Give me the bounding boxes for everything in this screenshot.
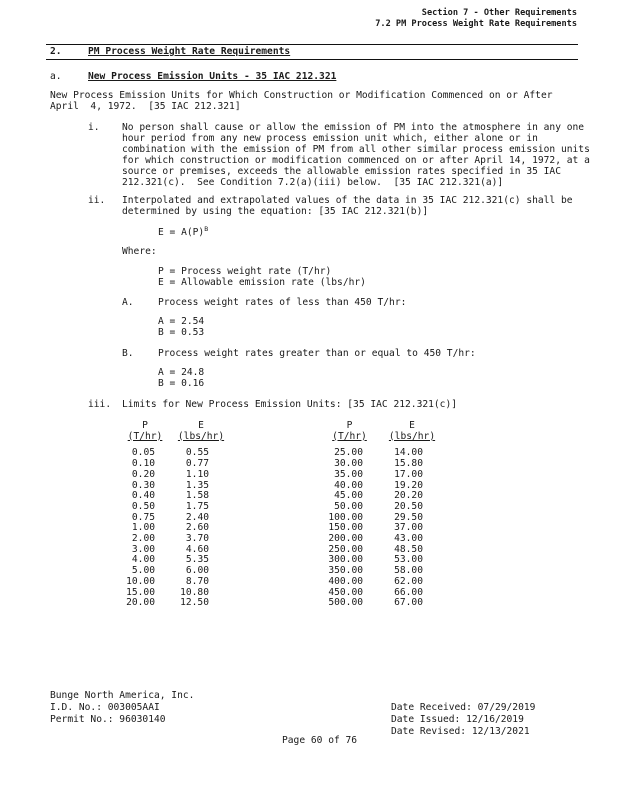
item-i-line: No person shall cause or allow the emission of PM into the atmosphere in any one [122, 122, 585, 133]
item-ii-line: determined by using the equation: [35 IAC 212.321(b)] [122, 206, 429, 217]
cell-p-left: 0.40 [131, 490, 155, 502]
cell-spacer [237, 470, 322, 481]
cell-spacer [237, 491, 322, 502]
cell-p-right: 40.00 [334, 479, 363, 491]
header-p-left: P [142, 420, 148, 431]
cell-p-right: 500.00 [328, 597, 363, 609]
table-unit-row [125, 432, 447, 443]
cell-spacer [237, 459, 322, 470]
header-e-right: E [409, 420, 415, 431]
cell-p-right: 30.00 [334, 458, 363, 470]
cell-spacer [237, 534, 322, 545]
cell-p-right: 100.00 [328, 511, 363, 523]
footer-company: Bunge North America, Inc. [50, 690, 195, 701]
cell-spacer [237, 566, 322, 577]
item-iii-text: Limits for New Process Emission Units: [35 IAC 212.321(c)] [122, 399, 458, 410]
cell-e-right: 48.50 [394, 543, 423, 555]
section-heading-bar [46, 44, 578, 60]
section-number: 2. [50, 46, 62, 57]
item-i-line: for which construction or modification commenced on or after April 14, 1972, at a [122, 155, 590, 166]
item-i-line: hour period from any new process emission unit which, either alone or in [122, 133, 538, 144]
cell-p-left: 10.00 [126, 575, 155, 587]
running-header-section: Section 7 - Other Requirements [421, 8, 577, 18]
footer-permit-no: Permit No.: 96030140 [50, 714, 166, 725]
footer-date-received: Date Received: 07/29/2019 [391, 702, 536, 713]
subsection-title: New Process Emission Units - 35 IAC 212.321 [88, 71, 337, 82]
cell-e-right: 14.00 [394, 447, 423, 459]
unit-e-right: (lbs/hr) [388, 430, 436, 442]
cell-e-left: 2.40 [185, 511, 209, 523]
cell-e-right: 15.80 [394, 458, 423, 470]
page-number: Page 60 of 76 [282, 735, 358, 746]
unit-spacer [237, 432, 322, 443]
cell-e-right: 66.00 [394, 586, 423, 598]
cell-p-left: 0.05 [131, 447, 155, 459]
table-row [125, 577, 447, 588]
cell-p-left: 5.00 [131, 565, 155, 577]
item-i-line: source or premises, exceeds the allowable emission rates specified in 35 IAC [122, 166, 561, 177]
case-b-label: B. [122, 348, 134, 359]
cell-e-left: 3.70 [185, 533, 209, 545]
cell-spacer [237, 555, 322, 566]
section-title: PM Process Weight Rate Requirements [88, 46, 291, 57]
cell-e-left: 5.35 [185, 554, 209, 566]
cell-spacer [237, 588, 322, 599]
unit-e-left: (lbs/hr) [177, 430, 225, 442]
case-b-text: Process weight rates greater than or equal to 450 T/hr: [158, 348, 476, 359]
cell-p-right: 400.00 [328, 575, 363, 587]
cell-spacer [237, 448, 322, 459]
cell-e-left: 1.58 [185, 490, 209, 502]
cell-p-left: 3.00 [131, 543, 155, 555]
cell-e-right: 29.50 [394, 511, 423, 523]
item-i-label: i. [88, 122, 100, 133]
intro-line-2: April 4, 1972. [35 IAC 212.321] [50, 101, 241, 112]
cell-p-right: 35.00 [334, 468, 363, 480]
cell-p-left: 0.75 [131, 511, 155, 523]
cell-spacer [237, 577, 322, 588]
equation-body: E = A(P) [158, 227, 205, 239]
cell-p-left: 0.20 [131, 468, 155, 480]
cell-e-right: 53.00 [394, 554, 423, 566]
item-ii-line: Interpolated and extrapolated values of the data in 35 IAC 212.321(c) shall be [122, 195, 573, 206]
cell-e-left: 0.77 [185, 458, 209, 470]
footer-date-revised: Date Revised: 12/13/2021 [391, 726, 530, 737]
item-i-line: combination with the emission of PM from all other similar process emission units [122, 144, 590, 155]
cell-e-right: 58.00 [394, 565, 423, 577]
case-a-coef-b: B = 0.53 [158, 327, 205, 338]
case-a-coef-a: A = 2.54 [158, 316, 205, 327]
unit-p-right: (T/hr) [332, 430, 367, 442]
cell-p-left: 20.00 [126, 597, 155, 609]
equation [158, 225, 208, 238]
cell-p-right: 150.00 [328, 522, 363, 534]
cell-e-right: 20.20 [394, 490, 423, 502]
limits-table [125, 421, 447, 609]
cell-spacer [237, 481, 322, 492]
cell-p-left: 1.00 [131, 522, 155, 534]
cell-p-right: 450.00 [328, 586, 363, 598]
cell-p-left: 2.00 [131, 533, 155, 545]
cell-spacer [237, 598, 322, 609]
cell-spacer [237, 545, 322, 556]
cell-e-left: 12.50 [180, 597, 209, 609]
case-a-label: A. [122, 297, 134, 308]
cell-p-left: 4.00 [131, 554, 155, 566]
footer-id-no: I.D. No.: 003005AAI [50, 702, 160, 713]
table-row [125, 598, 447, 609]
item-iii-label: iii. [88, 399, 112, 410]
cell-e-right: 37.00 [394, 522, 423, 534]
cell-p-right: 200.00 [328, 533, 363, 545]
cell-p-right: 50.00 [334, 500, 363, 512]
item-ii-label: ii. [88, 195, 106, 206]
cell-e-right: 19.20 [394, 479, 423, 491]
cell-p-right: 350.00 [328, 565, 363, 577]
cell-e-left: 2.60 [185, 522, 209, 534]
cell-p-left: 0.30 [131, 479, 155, 491]
cell-e-left: 4.60 [185, 543, 209, 555]
where-label: Where: [122, 246, 157, 257]
header-e-left: E [198, 420, 204, 431]
cell-e-right: 17.00 [394, 468, 423, 480]
definition-e: E = Allowable emission rate (lbs/hr) [158, 277, 366, 288]
header-spacer [237, 421, 322, 432]
subsection-label: a. [50, 71, 62, 82]
cell-e-left: 1.35 [185, 479, 209, 491]
cell-e-right: 20.50 [394, 500, 423, 512]
cell-e-right: 43.00 [394, 533, 423, 545]
cell-e-left: 1.75 [185, 500, 209, 512]
cell-e-right: 62.00 [394, 575, 423, 587]
item-i-line: 212.321(c). See Condition 7.2(a)(iii) below. [35 IAC 212.321(a)] [122, 177, 504, 188]
case-a-text: Process weight rates of less than 450 T/hr: [158, 297, 407, 308]
footer-date-issued: Date Issued: 12/16/2019 [391, 714, 524, 725]
case-b-coef-a: A = 24.8 [158, 367, 205, 378]
definition-p: P = Process weight rate (T/hr) [158, 266, 332, 277]
cell-e-left: 0.55 [185, 447, 209, 459]
intro-line-1: New Process Emission Units for Which Construction or Modification Commenced on or After [50, 90, 553, 101]
cell-p-right: 25.00 [334, 447, 363, 459]
equation-exponent: B [204, 225, 209, 233]
cell-p-left: 0.10 [131, 458, 155, 470]
cell-p-right: 250.00 [328, 543, 363, 555]
cell-p-left: 0.50 [131, 500, 155, 512]
cell-e-left: 6.00 [185, 565, 209, 577]
cell-e-right: 67.00 [394, 597, 423, 609]
cell-p-left: 15.00 [126, 586, 155, 598]
cell-e-left: 10.80 [180, 586, 209, 598]
cell-p-right: 45.00 [334, 490, 363, 502]
cell-e-left: 8.70 [185, 575, 209, 587]
cell-p-right: 300.00 [328, 554, 363, 566]
cell-e-left: 1.10 [185, 468, 209, 480]
running-header-subsection: 7.2 PM Process Weight Rate Requirements [375, 19, 577, 29]
cell-spacer [237, 523, 322, 534]
header-p-right: P [346, 420, 353, 431]
table-row [125, 470, 447, 481]
cell-spacer [237, 513, 322, 524]
case-b-coef-b: B = 0.16 [158, 378, 205, 389]
unit-p-left: (T/hr) [127, 430, 163, 442]
cell-spacer [237, 502, 322, 513]
